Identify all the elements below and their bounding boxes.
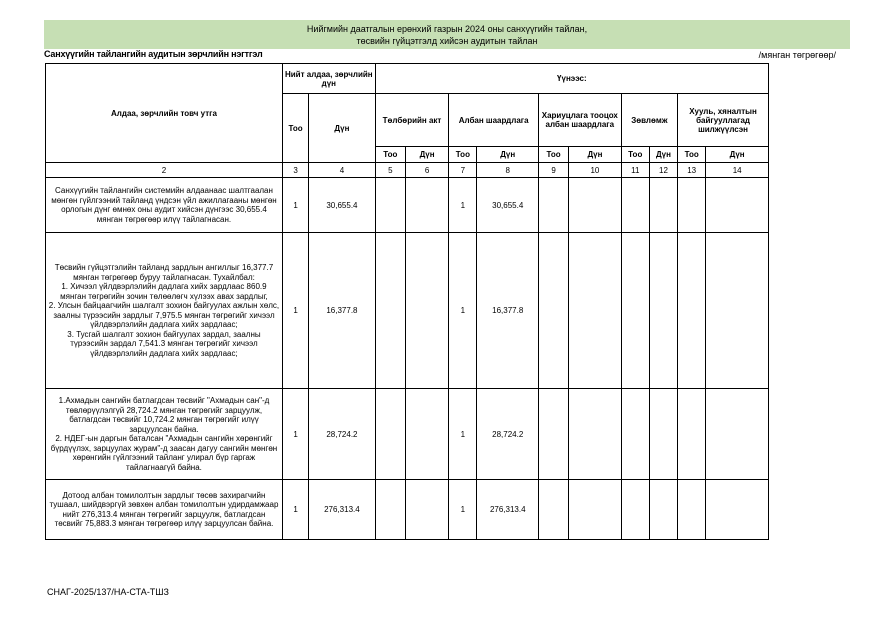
column-number: 11 bbox=[621, 163, 649, 178]
legal-count-cell bbox=[678, 389, 706, 480]
total-count-cell: 1 bbox=[282, 389, 308, 480]
header-resp-amount: Дүн bbox=[569, 147, 621, 163]
total-amount-cell: 30,655.4 bbox=[309, 178, 376, 233]
column-number: 13 bbox=[678, 163, 706, 178]
column-number: 5 bbox=[375, 163, 405, 178]
section-subtitle: Санхүүгийн тайлангийн аудитын зөрчлийн нэгтгэл bbox=[44, 49, 263, 59]
total-amount-cell: 28,724.2 bbox=[309, 389, 376, 480]
total-count-cell: 1 bbox=[282, 178, 308, 233]
violation-description: Дотоод албан томилолтын зардлыг төсөв захирагчийн тушаал, шийдвэргүй зөвхөн албан томилолтын удирдамжаар нийт 276,313.4 мянган төгрөгийг зарцуулж, батлагдсан төсвийг 75,883.3 мянган төгрөгөөр илүү зарцуулсан байна. bbox=[46, 480, 283, 540]
resp-amount-cell bbox=[569, 389, 621, 480]
column-number: 4 bbox=[309, 163, 376, 178]
total-amount-cell: 276,313.4 bbox=[309, 480, 376, 540]
advice-count-cell bbox=[621, 178, 649, 233]
advice-count-cell bbox=[621, 389, 649, 480]
claim-count-cell: 1 bbox=[449, 389, 477, 480]
column-number: 10 bbox=[569, 163, 621, 178]
act-count-cell bbox=[375, 389, 405, 480]
header-total: Нийт алдаа, зөрчлийн дүн bbox=[282, 64, 375, 94]
advice-count-cell bbox=[621, 480, 649, 540]
advice-count-cell bbox=[621, 233, 649, 389]
act-amount-cell bbox=[405, 178, 448, 233]
header-description: Алдаа, зөрчлийн товч утга bbox=[46, 64, 283, 163]
column-number: 3 bbox=[282, 163, 308, 178]
header-total-count: Тоо bbox=[282, 94, 308, 163]
act-count-cell bbox=[375, 178, 405, 233]
resp-count-cell bbox=[538, 389, 568, 480]
act-amount-cell bbox=[405, 233, 448, 389]
claim-amount-cell: 28,724.2 bbox=[477, 389, 539, 480]
resp-amount-cell bbox=[569, 178, 621, 233]
header-official-claim: Албан шаардлага bbox=[449, 94, 539, 147]
violation-description: 1.Ахмадын сангийн батлагдсан төсвийг "Ахмадын сан"-д төвлөрүүлэлгүй 28,724.2 мянган төгрөгийг зарцуулж, батлагдсан төсвийг 10,724.2 мянган төгрөгийг илүү зарцуулсан байна. 2. НДЕГ-ын даргын баталсан "Ахмадын сангийн хөрөнгийг бүрдүүлэх, зарцуулах журам"-д заасан дагуу сангийн мөнгөн хөрөнгийн гүйлгээний тайланг улирал бүр гаргаж тайлагнаагүй байна. bbox=[46, 389, 283, 480]
header-among: Үүнээс: bbox=[375, 64, 768, 94]
violations-table bbox=[45, 63, 769, 540]
legal-amount-cell bbox=[706, 389, 769, 480]
header-advice: Зөвлөмж bbox=[621, 94, 677, 147]
legal-count-cell bbox=[678, 480, 706, 540]
table-row bbox=[46, 233, 769, 389]
header-act-count: Тоо bbox=[375, 147, 405, 163]
header-responsibility-claim: Хариуцлага тооцох албан шаардлага bbox=[538, 94, 621, 147]
act-count-cell bbox=[375, 480, 405, 540]
column-number: 12 bbox=[649, 163, 677, 178]
column-number: 2 bbox=[46, 163, 283, 178]
header-advice-count: Тоо bbox=[621, 147, 649, 163]
column-number: 8 bbox=[477, 163, 539, 178]
report-title-line1: Нийгмийн даатгалын ерөнхий газрын 2024 оны санхүүгийн тайлан, bbox=[306, 24, 588, 34]
column-number-row bbox=[46, 163, 769, 178]
legal-amount-cell bbox=[706, 178, 769, 233]
act-count-cell bbox=[375, 233, 405, 389]
resp-amount-cell bbox=[569, 480, 621, 540]
unit-label: /мянган төгрөгөөр/ bbox=[758, 50, 836, 60]
act-amount-cell bbox=[405, 480, 448, 540]
header-claim-count: Тоо bbox=[449, 147, 477, 163]
advice-amount-cell bbox=[649, 233, 677, 389]
column-number: 7 bbox=[449, 163, 477, 178]
resp-amount-cell bbox=[569, 233, 621, 389]
claim-amount-cell: 30,655.4 bbox=[477, 178, 539, 233]
claim-count-cell: 1 bbox=[449, 233, 477, 389]
legal-count-cell bbox=[678, 178, 706, 233]
legal-count-cell bbox=[678, 233, 706, 389]
legal-amount-cell bbox=[706, 233, 769, 389]
table-row bbox=[46, 389, 769, 480]
resp-count-cell bbox=[538, 178, 568, 233]
header-claim-amount: Дүн bbox=[477, 147, 539, 163]
advice-amount-cell bbox=[649, 178, 677, 233]
header-act-amount: Дүн bbox=[405, 147, 448, 163]
claim-amount-cell: 276,313.4 bbox=[477, 480, 539, 540]
header-legal-transfer: Хууль, хяналтын байгууллагад шилжүүлсэн bbox=[678, 94, 769, 147]
report-title-banner bbox=[44, 20, 850, 49]
table-row bbox=[46, 178, 769, 233]
violation-description: Төсвийн гүйцэтгэлийн тайланд зардлын ангиллыг 16,377.7 мянган төгрөгөөр буруу тайлагнасан. Тухайлбал: 1. Хичээл үйлдвэрлэлийн дадлага хийх зардлаас 860.9 мянган төгрөгийн зочин төлөөлөгч хүлээх авах зардлыг, 2. Улсын байцаагчийн шалгалт зохион байгуулах ажлын хөлс, заалны түрээсийн зардлыг 7,975.5 мянган төгрөгийг хичээл үйлдвэрлэлийн дадлага хийх зардлаас; 3. Тусгай шалгалт зохион байгуулах зардал, заалны түрээсийн зардал 7,541.3 мянган төгрөгийг хичээл үйлдвэрлэлийн дадлага хийх зардлаас; bbox=[46, 233, 283, 389]
total-count-cell: 1 bbox=[282, 233, 308, 389]
header-total-amount: Дүн bbox=[309, 94, 376, 163]
resp-count-cell bbox=[538, 480, 568, 540]
document-code: СНАГ-2025/137/НА-СТА-ТШЗ bbox=[47, 587, 169, 597]
header-legal-amount: Дүн bbox=[706, 147, 769, 163]
total-count-cell: 1 bbox=[282, 480, 308, 540]
column-number: 14 bbox=[706, 163, 769, 178]
table-row bbox=[46, 480, 769, 540]
advice-amount-cell bbox=[649, 480, 677, 540]
column-number: 9 bbox=[538, 163, 568, 178]
advice-amount-cell bbox=[649, 389, 677, 480]
legal-amount-cell bbox=[706, 480, 769, 540]
column-number: 6 bbox=[405, 163, 448, 178]
act-amount-cell bbox=[405, 389, 448, 480]
violation-description: Санхүүгийн тайлангийн системийн алдаанаас шалтгаалан мөнгөн гүйлгээний тайланд үндсэн үйл ажиллагааны мөнгөн орлогын дүнг өмнөх оны аудит хийсэн дүнгээс 30,655.4 мянган төгрөгөөр илүү тайлагнасан. bbox=[46, 178, 283, 233]
header-resp-count: Тоо bbox=[538, 147, 568, 163]
claim-count-cell: 1 bbox=[449, 480, 477, 540]
header-payment-act: Төлбөрийн акт bbox=[375, 94, 449, 147]
claim-count-cell: 1 bbox=[449, 178, 477, 233]
report-title-line2: төсвийн гүйцэтгэлд хийсэн аудитын тайлан bbox=[356, 36, 538, 46]
claim-amount-cell: 16,377.8 bbox=[477, 233, 539, 389]
header-advice-amount: Дүн bbox=[649, 147, 677, 163]
resp-count-cell bbox=[538, 233, 568, 389]
header-legal-count: Тоо bbox=[678, 147, 706, 163]
total-amount-cell: 16,377.8 bbox=[309, 233, 376, 389]
